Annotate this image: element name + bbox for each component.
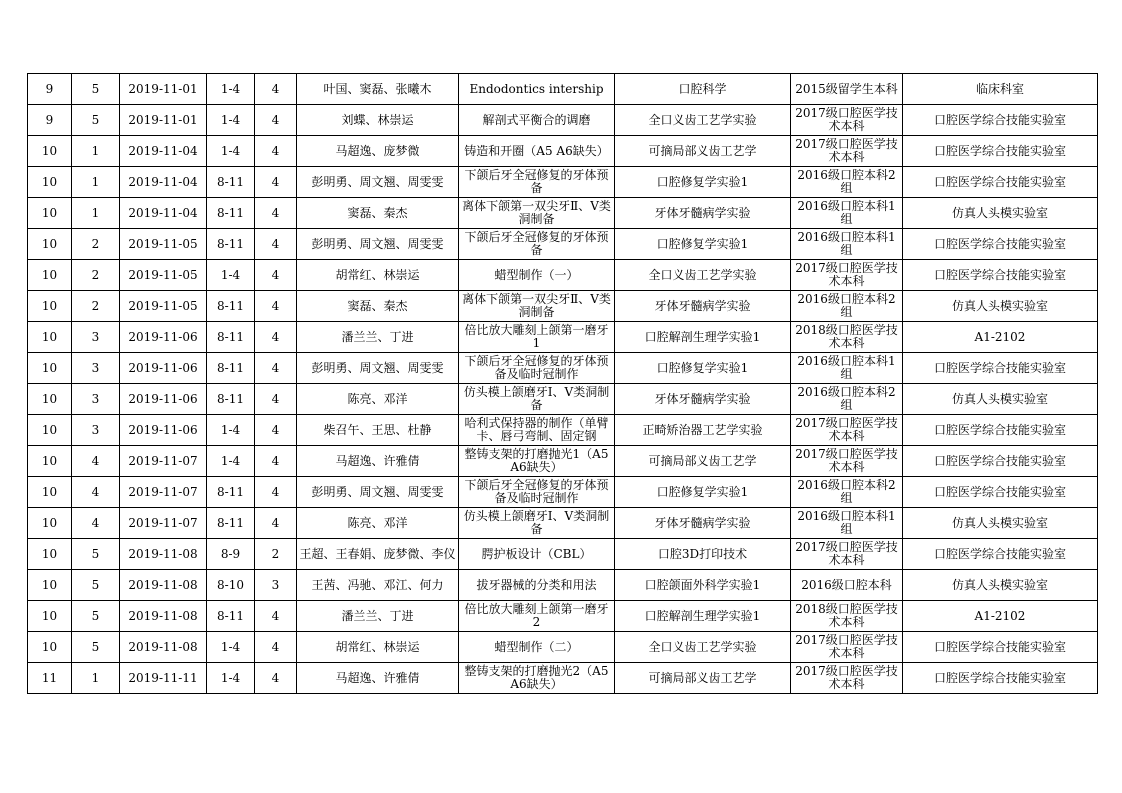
weekday-cell: 3	[72, 353, 120, 384]
topic-cell: 解剖式平衡合的调磨	[459, 105, 615, 136]
topic-cell: 铸造和开圈（A5 A6缺失）	[459, 136, 615, 167]
table-row	[28, 260, 1098, 291]
topic-cell: 哈利式保持器的制作（单臂卡、唇弓弯制、固定钢	[459, 415, 615, 446]
topic-cell: 下颌后牙全冠修复的牙体预备	[459, 229, 615, 260]
week-cell: 10	[28, 198, 72, 229]
hours-cell: 4	[255, 136, 297, 167]
room-cell: A1-2102	[903, 322, 1098, 353]
room-cell: 口腔医学综合技能实验室	[903, 229, 1098, 260]
weekday-cell: 3	[72, 322, 120, 353]
course-cell: 全口义齿工艺学实验	[615, 105, 791, 136]
room-cell: 仿真人头模实验室	[903, 508, 1098, 539]
date-cell: 2019-11-08	[120, 632, 207, 663]
class-cell: 2017级口腔医学技术本科	[791, 105, 903, 136]
week-cell: 9	[28, 74, 72, 105]
topic-cell: 腭护板设计（CBL）	[459, 539, 615, 570]
week-cell: 9	[28, 105, 72, 136]
topic-cell: 倍比放大雕刻上颌第一磨牙1	[459, 322, 615, 353]
table-row	[28, 353, 1098, 384]
weekday-cell: 1	[72, 663, 120, 694]
hours-cell: 4	[255, 446, 297, 477]
class-cell: 2015级留学生本科	[791, 74, 903, 105]
week-cell: 10	[28, 322, 72, 353]
periods-cell: 1-4	[207, 632, 255, 663]
table-row	[28, 601, 1098, 632]
week-cell: 10	[28, 508, 72, 539]
class-cell: 2016级口腔本科2组	[791, 291, 903, 322]
weekday-cell: 1	[72, 198, 120, 229]
table-row	[28, 508, 1098, 539]
weekday-cell: 5	[72, 74, 120, 105]
topic-cell: Endodontics intership	[459, 74, 615, 105]
course-cell: 牙体牙髓病学实验	[615, 291, 791, 322]
course-cell: 可摘局部义齿工艺学	[615, 136, 791, 167]
class-cell: 2017级口腔医学技术本科	[791, 632, 903, 663]
class-cell: 2016级口腔本科1组	[791, 508, 903, 539]
week-cell: 11	[28, 663, 72, 694]
weekday-cell: 1	[72, 167, 120, 198]
room-cell: 仿真人头模实验室	[903, 384, 1098, 415]
room-cell: 临床科室	[903, 74, 1098, 105]
room-cell: 仿真人头模实验室	[903, 570, 1098, 601]
hours-cell: 4	[255, 632, 297, 663]
course-cell: 口腔解剖生理学实验1	[615, 322, 791, 353]
class-cell: 2016级口腔本科2组	[791, 384, 903, 415]
periods-cell: 8-11	[207, 477, 255, 508]
table-row	[28, 136, 1098, 167]
room-cell: 口腔医学综合技能实验室	[903, 539, 1098, 570]
date-cell: 2019-11-01	[120, 74, 207, 105]
class-cell: 2017级口腔医学技术本科	[791, 539, 903, 570]
teachers-cell: 彭明勇、周文翘、周雯雯	[297, 167, 459, 198]
week-cell: 10	[28, 260, 72, 291]
periods-cell: 1-4	[207, 74, 255, 105]
course-cell: 牙体牙髓病学实验	[615, 508, 791, 539]
teachers-cell: 柴召午、王思、杜静	[297, 415, 459, 446]
room-cell: 口腔医学综合技能实验室	[903, 167, 1098, 198]
periods-cell: 8-11	[207, 322, 255, 353]
course-cell: 可摘局部义齿工艺学	[615, 663, 791, 694]
course-cell: 口腔科学	[615, 74, 791, 105]
teachers-cell: 陈亮、邓洋	[297, 384, 459, 415]
hours-cell: 4	[255, 384, 297, 415]
week-cell: 10	[28, 291, 72, 322]
room-cell: 仿真人头模实验室	[903, 291, 1098, 322]
room-cell: 口腔医学综合技能实验室	[903, 663, 1098, 694]
week-cell: 10	[28, 167, 72, 198]
week-cell: 10	[28, 601, 72, 632]
course-cell: 全口义齿工艺学实验	[615, 260, 791, 291]
class-cell: 2016级口腔本科	[791, 570, 903, 601]
class-cell: 2018级口腔医学技术本科	[791, 601, 903, 632]
room-cell: 口腔医学综合技能实验室	[903, 105, 1098, 136]
date-cell: 2019-11-01	[120, 105, 207, 136]
hours-cell: 4	[255, 663, 297, 694]
teachers-cell: 马超逸、许雅倩	[297, 446, 459, 477]
week-cell: 10	[28, 446, 72, 477]
topic-cell: 整铸支架的打磨抛光1（A5 A6缺失）	[459, 446, 615, 477]
class-cell: 2017级口腔医学技术本科	[791, 446, 903, 477]
teachers-cell: 彭明勇、周文翘、周雯雯	[297, 229, 459, 260]
table-row	[28, 291, 1098, 322]
date-cell: 2019-11-05	[120, 291, 207, 322]
periods-cell: 1-4	[207, 663, 255, 694]
teachers-cell: 彭明勇、周文翘、周雯雯	[297, 477, 459, 508]
hours-cell: 2	[255, 539, 297, 570]
date-cell: 2019-11-08	[120, 570, 207, 601]
periods-cell: 8-11	[207, 229, 255, 260]
course-cell: 可摘局部义齿工艺学	[615, 446, 791, 477]
date-cell: 2019-11-06	[120, 322, 207, 353]
class-cell: 2016级口腔本科1组	[791, 198, 903, 229]
room-cell: A1-2102	[903, 601, 1098, 632]
date-cell: 2019-11-06	[120, 353, 207, 384]
teachers-cell: 刘蝶、林崇运	[297, 105, 459, 136]
periods-cell: 1-4	[207, 260, 255, 291]
table-row	[28, 105, 1098, 136]
hours-cell: 4	[255, 229, 297, 260]
table-row	[28, 167, 1098, 198]
hours-cell: 4	[255, 105, 297, 136]
topic-cell: 仿头模上颌磨牙Ⅰ、Ⅴ类洞制备	[459, 384, 615, 415]
hours-cell: 4	[255, 601, 297, 632]
hours-cell: 4	[255, 74, 297, 105]
week-cell: 10	[28, 229, 72, 260]
class-cell: 2016级口腔本科2组	[791, 167, 903, 198]
schedule-sheet	[27, 73, 1097, 694]
teachers-cell: 马超逸、庞梦微	[297, 136, 459, 167]
course-cell: 口腔解剖生理学实验1	[615, 601, 791, 632]
course-cell: 牙体牙髓病学实验	[615, 198, 791, 229]
week-cell: 10	[28, 136, 72, 167]
hours-cell: 4	[255, 260, 297, 291]
hours-cell: 4	[255, 477, 297, 508]
class-cell: 2017级口腔医学技术本科	[791, 663, 903, 694]
table-row	[28, 539, 1098, 570]
date-cell: 2019-11-04	[120, 167, 207, 198]
periods-cell: 8-11	[207, 291, 255, 322]
hours-cell: 4	[255, 508, 297, 539]
room-cell: 口腔医学综合技能实验室	[903, 353, 1098, 384]
hours-cell: 4	[255, 198, 297, 229]
table-row	[28, 446, 1098, 477]
date-cell: 2019-11-05	[120, 229, 207, 260]
class-cell: 2016级口腔本科1组	[791, 353, 903, 384]
class-cell: 2017级口腔医学技术本科	[791, 415, 903, 446]
teachers-cell: 王茜、冯驰、邓江、何力	[297, 570, 459, 601]
date-cell: 2019-11-04	[120, 136, 207, 167]
table-row	[28, 570, 1098, 601]
weekday-cell: 5	[72, 105, 120, 136]
hours-cell: 4	[255, 291, 297, 322]
teachers-cell: 马超逸、许雅倩	[297, 663, 459, 694]
weekday-cell: 5	[72, 601, 120, 632]
periods-cell: 8-11	[207, 353, 255, 384]
teachers-cell: 王超、王春娟、庞梦微、李仪	[297, 539, 459, 570]
periods-cell: 8-9	[207, 539, 255, 570]
teachers-cell: 胡常红、林崇运	[297, 260, 459, 291]
course-cell: 口腔修复学实验1	[615, 229, 791, 260]
topic-cell: 下颌后牙全冠修复的牙体预备及临时冠制作	[459, 477, 615, 508]
date-cell: 2019-11-04	[120, 198, 207, 229]
weekday-cell: 3	[72, 384, 120, 415]
date-cell: 2019-11-11	[120, 663, 207, 694]
schedule-body	[28, 74, 1098, 694]
date-cell: 2019-11-08	[120, 539, 207, 570]
week-cell: 10	[28, 570, 72, 601]
course-cell: 牙体牙髓病学实验	[615, 384, 791, 415]
class-cell: 2017级口腔医学技术本科	[791, 260, 903, 291]
table-row	[28, 663, 1098, 694]
topic-cell: 整铸支架的打磨抛光2（A5 A6缺失）	[459, 663, 615, 694]
topic-cell: 离体下颌第一双尖牙Ⅱ、Ⅴ类洞制备	[459, 291, 615, 322]
room-cell: 仿真人头模实验室	[903, 198, 1098, 229]
room-cell: 口腔医学综合技能实验室	[903, 477, 1098, 508]
room-cell: 口腔医学综合技能实验室	[903, 260, 1098, 291]
date-cell: 2019-11-06	[120, 415, 207, 446]
week-cell: 10	[28, 353, 72, 384]
course-cell: 口腔修复学实验1	[615, 353, 791, 384]
hours-cell: 4	[255, 353, 297, 384]
date-cell: 2019-11-07	[120, 477, 207, 508]
class-cell: 2016级口腔本科1组	[791, 229, 903, 260]
weekday-cell: 3	[72, 415, 120, 446]
teachers-cell: 陈亮、邓洋	[297, 508, 459, 539]
teachers-cell: 叶国、窦磊、张曦木	[297, 74, 459, 105]
periods-cell: 8-11	[207, 384, 255, 415]
topic-cell: 倍比放大雕刻上颌第一磨牙2	[459, 601, 615, 632]
date-cell: 2019-11-07	[120, 508, 207, 539]
table-row	[28, 229, 1098, 260]
topic-cell: 下颌后牙全冠修复的牙体预备	[459, 167, 615, 198]
periods-cell: 1-4	[207, 105, 255, 136]
table-row	[28, 632, 1098, 663]
periods-cell: 8-11	[207, 198, 255, 229]
table-row	[28, 74, 1098, 105]
periods-cell: 8-11	[207, 167, 255, 198]
teachers-cell: 潘兰兰、丁进	[297, 322, 459, 353]
teachers-cell: 胡常红、林崇运	[297, 632, 459, 663]
course-cell: 口腔修复学实验1	[615, 167, 791, 198]
topic-cell: 蜡型制作（一）	[459, 260, 615, 291]
course-cell: 全口义齿工艺学实验	[615, 632, 791, 663]
hours-cell: 3	[255, 570, 297, 601]
hours-cell: 4	[255, 415, 297, 446]
date-cell: 2019-11-08	[120, 601, 207, 632]
teachers-cell: 窦磊、秦杰	[297, 198, 459, 229]
class-cell: 2017级口腔医学技术本科	[791, 136, 903, 167]
room-cell: 口腔医学综合技能实验室	[903, 415, 1098, 446]
hours-cell: 4	[255, 322, 297, 353]
weekday-cell: 2	[72, 260, 120, 291]
weekday-cell: 4	[72, 508, 120, 539]
class-cell: 2018级口腔医学技术本科	[791, 322, 903, 353]
weekday-cell: 4	[72, 477, 120, 508]
course-cell: 正畸矫治器工艺学实验	[615, 415, 791, 446]
hours-cell: 4	[255, 167, 297, 198]
periods-cell: 1-4	[207, 136, 255, 167]
week-cell: 10	[28, 384, 72, 415]
week-cell: 10	[28, 539, 72, 570]
topic-cell: 离体下颌第一双尖牙Ⅱ、Ⅴ类洞制备	[459, 198, 615, 229]
date-cell: 2019-11-05	[120, 260, 207, 291]
class-cell: 2016级口腔本科2组	[791, 477, 903, 508]
periods-cell: 8-10	[207, 570, 255, 601]
room-cell: 口腔医学综合技能实验室	[903, 446, 1098, 477]
room-cell: 口腔医学综合技能实验室	[903, 632, 1098, 663]
periods-cell: 1-4	[207, 446, 255, 477]
weekday-cell: 5	[72, 632, 120, 663]
topic-cell: 下颌后牙全冠修复的牙体预备及临时冠制作	[459, 353, 615, 384]
course-cell: 口腔颌面外科学实验1	[615, 570, 791, 601]
weekday-cell: 5	[72, 570, 120, 601]
weekday-cell: 2	[72, 291, 120, 322]
teachers-cell: 窦磊、秦杰	[297, 291, 459, 322]
course-cell: 口腔3D打印技术	[615, 539, 791, 570]
table-row	[28, 198, 1098, 229]
table-row	[28, 384, 1098, 415]
topic-cell: 仿头模上颌磨牙Ⅰ、Ⅴ类洞制备	[459, 508, 615, 539]
periods-cell: 8-11	[207, 601, 255, 632]
topic-cell: 蜡型制作（二）	[459, 632, 615, 663]
periods-cell: 8-11	[207, 508, 255, 539]
week-cell: 10	[28, 415, 72, 446]
date-cell: 2019-11-06	[120, 384, 207, 415]
week-cell: 10	[28, 477, 72, 508]
room-cell: 口腔医学综合技能实验室	[903, 136, 1098, 167]
course-cell: 口腔修复学实验1	[615, 477, 791, 508]
week-cell: 10	[28, 632, 72, 663]
weekday-cell: 2	[72, 229, 120, 260]
weekday-cell: 4	[72, 446, 120, 477]
teachers-cell: 潘兰兰、丁进	[297, 601, 459, 632]
periods-cell: 1-4	[207, 415, 255, 446]
topic-cell: 拔牙器械的分类和用法	[459, 570, 615, 601]
date-cell: 2019-11-07	[120, 446, 207, 477]
weekday-cell: 1	[72, 136, 120, 167]
table-row	[28, 477, 1098, 508]
teachers-cell: 彭明勇、周文翘、周雯雯	[297, 353, 459, 384]
weekday-cell: 5	[72, 539, 120, 570]
schedule-table	[27, 73, 1098, 694]
table-row	[28, 415, 1098, 446]
table-row	[28, 322, 1098, 353]
